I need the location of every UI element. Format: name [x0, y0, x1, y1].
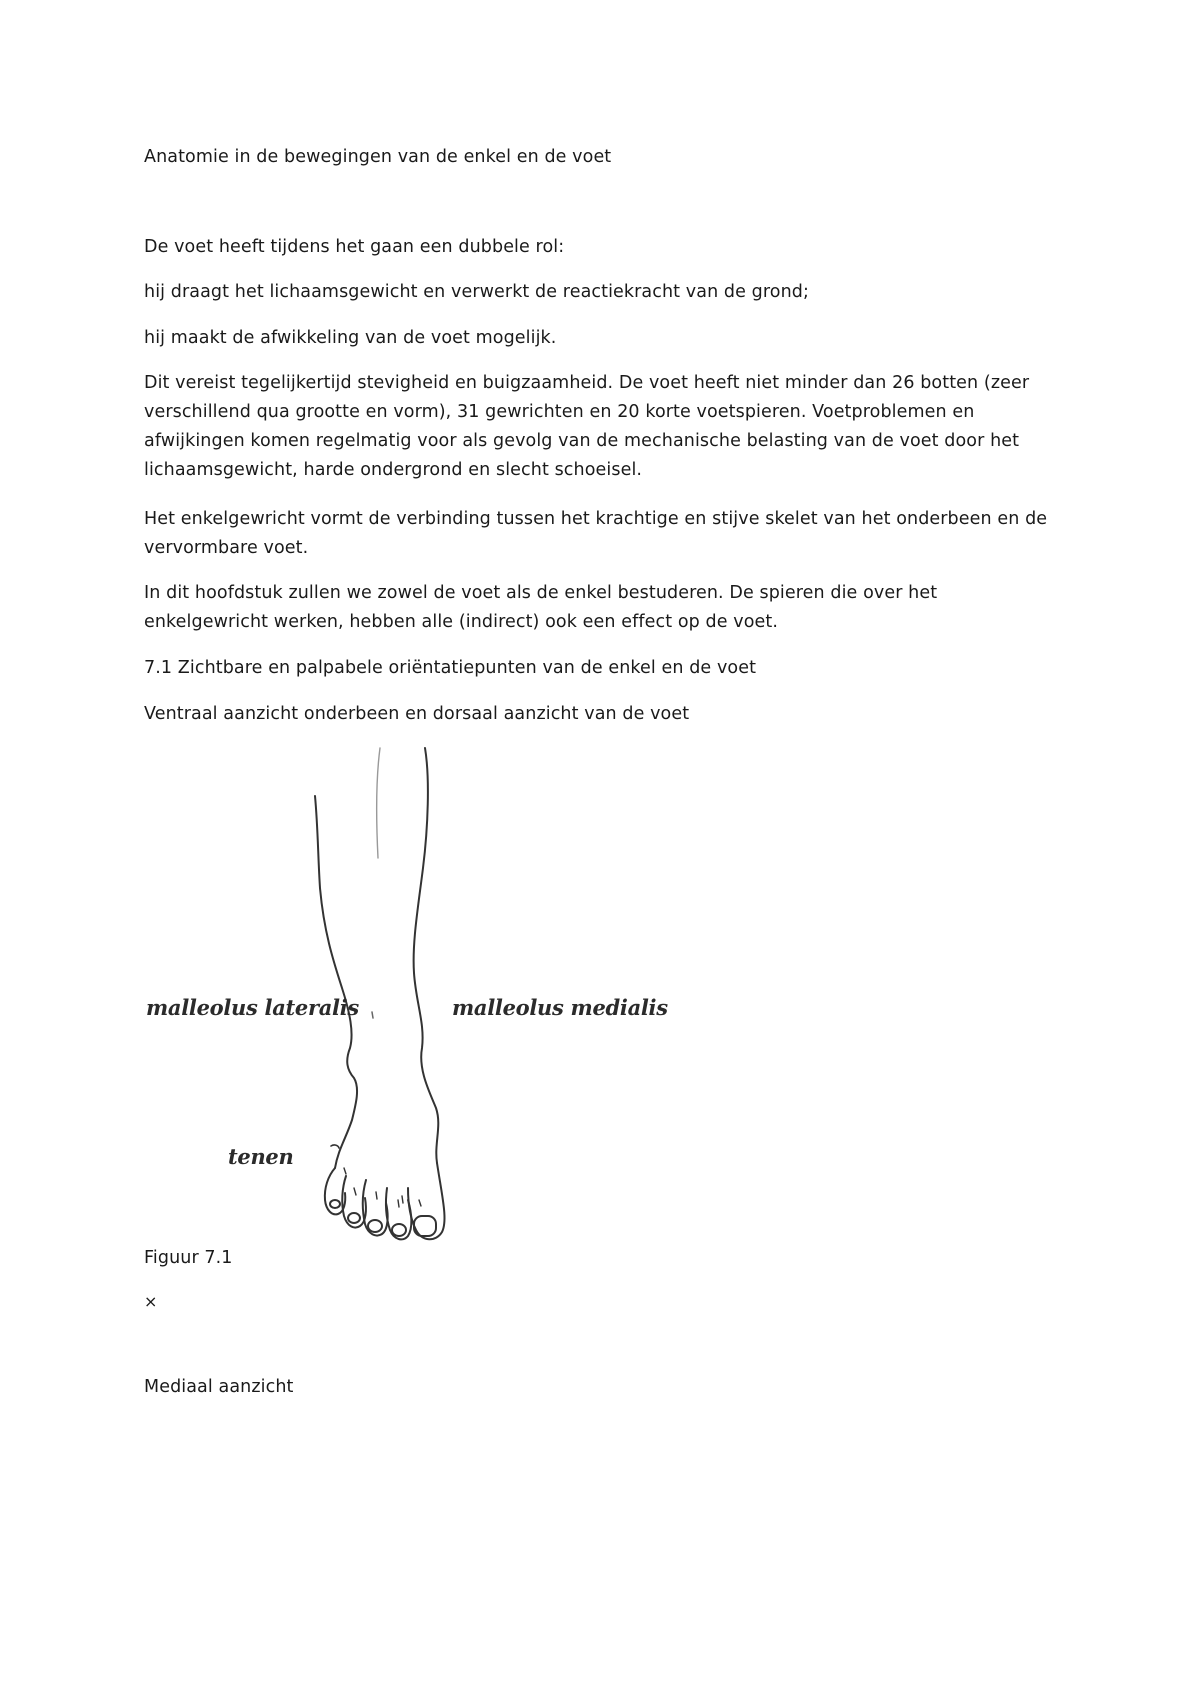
- foot-drawing: [140, 748, 640, 1228]
- section-heading: 7.1 Zichtbare en palpabele oriëntatiepunten van de enkel en de voet: [144, 658, 757, 678]
- label-malleolus-lateralis: malleolus lateralis: [146, 995, 359, 1020]
- toes: [325, 1163, 445, 1239]
- paragraph-ankle-joint: Het enkelgewricht vormt de verbinding tussen het krachtige en stijve skelet van het onderbeen en de vervormbare voet.: [144, 509, 1048, 558]
- leg-outline-right: [414, 748, 439, 1163]
- paragraph-chapter: In dit hoofdstuk zullen we zowel de voet als de enkel bestuderen. De spieren die over het enkelgewricht werken, hebben alle (indirect) ook een effect op de voet.: [144, 583, 938, 632]
- close-mark: ×: [144, 1292, 158, 1311]
- document-title: Anatomie in de bewegingen van de enkel en de voet: [144, 147, 612, 167]
- tibia-line: [377, 748, 380, 858]
- ankle-mark: [372, 1012, 373, 1018]
- paragraph-anatomy: Dit vereist tegelijkertijd stevigheid en buigzaamheid. De voet heeft niet minder dan 26 botten (zeer verschillend qua grootte en vorm), 31 gewrichten en 20 korte voetspieren. Voetproblemen en afwijkingen komen regelmatig voor als gevolg van de mechanische belasting van de voet door het lichaamsgewicht, harde ondergrond en slecht schoeisel.: [144, 373, 1030, 480]
- leg-outline-left: [315, 796, 357, 1168]
- figure-caption: Figuur 7.1: [144, 1248, 233, 1268]
- paragraph-role-two: hij maakt de afwikkeling van de voet mogelijk.: [144, 328, 557, 348]
- paragraph-intro: De voet heeft tijdens het gaan een dubbele rol:: [144, 237, 565, 257]
- next-heading: Mediaal aanzicht: [144, 1377, 294, 1397]
- label-tenen: tenen: [228, 1144, 294, 1169]
- figure-intro: Ventraal aanzicht onderbeen en dorsaal aanzicht van de voet: [144, 704, 690, 724]
- toe-crease-mark: [331, 1145, 339, 1148]
- label-malleolus-medialis: malleolus medialis: [452, 995, 668, 1020]
- paragraph-role-one: hij draagt het lichaamsgewicht en verwerkt de reactiekracht van de grond;: [144, 282, 809, 302]
- foot-illustration: [140, 748, 668, 1228]
